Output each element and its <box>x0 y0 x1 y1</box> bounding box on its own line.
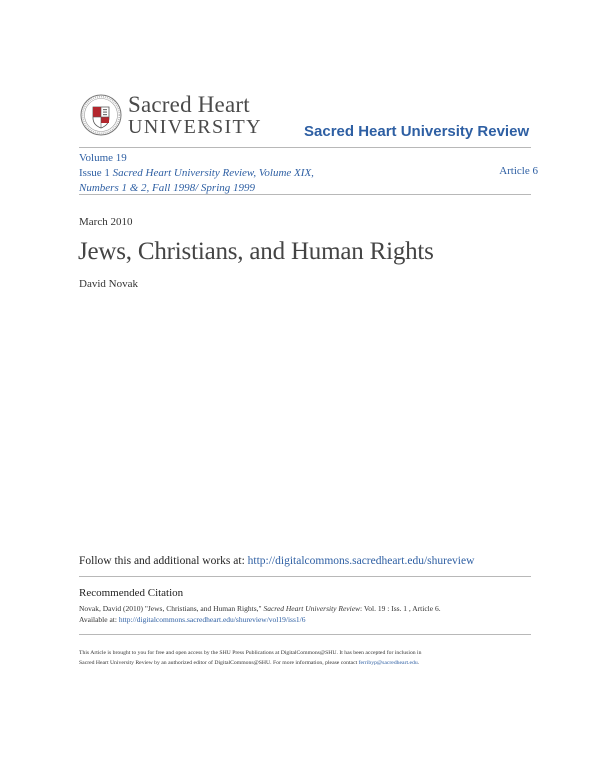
contact-email-link[interactable]: ferribyp@sacredheart.edu <box>358 660 418 666</box>
header-divider <box>79 147 531 148</box>
available-url-link[interactable]: http://digitalcommons.sacredheart.edu/shureview/vol19/iss1/6 <box>118 615 306 624</box>
article-number-link[interactable]: Article 6 <box>499 165 538 177</box>
publication-date: March 2010 <box>79 216 133 228</box>
article-author: David Novak <box>79 278 138 290</box>
university-name-line1: Sacred Heart <box>128 92 250 117</box>
citation-journal: Sacred Heart University Review <box>263 604 361 613</box>
citation-plain: Novak, David (2010) "Jews, Christians, and Human Rights," <box>79 604 264 613</box>
issue-info <box>79 151 314 196</box>
university-name-line2: UNIVERSITY <box>128 116 262 138</box>
issue-link[interactable] <box>79 166 314 181</box>
available-label: Available at: <box>79 615 119 624</box>
access-notice <box>79 648 531 668</box>
recommended-citation-heading: Recommended Citation <box>79 587 184 599</box>
citation-rest: : Vol. 19 : Iss. 1 , Article 6. <box>360 604 441 613</box>
access-notice-line2: Sacred Heart University Review by an authorized editor of DigitalCommons@SHU. For more information, please contact <box>79 660 359 666</box>
follow-url-link[interactable]: http://digitalcommons.sacredheart.edu/shureview <box>247 555 475 567</box>
citation-divider <box>79 634 531 635</box>
follow-line <box>79 555 474 567</box>
journal-title[interactable]: Sacred Heart University Review <box>304 123 530 140</box>
article-title: Jews, Christians, and Human Rights <box>78 238 434 265</box>
university-seal-icon <box>80 94 122 136</box>
issue-title-line2[interactable]: Numbers 1 & 2, Fall 1998/ Spring 1999 <box>79 182 256 194</box>
issue-prefix: Issue 1 <box>79 167 113 179</box>
follow-divider <box>79 576 531 577</box>
citation-text <box>79 603 531 625</box>
access-notice-line1: This Article is brought to you for free and open access by the SHU Press Publications at DigitalCommons@SHU. It has been accepted for inclusion in <box>79 650 422 656</box>
follow-label: Follow this and additional works at: <box>79 555 248 567</box>
access-notice-end: . <box>417 660 420 666</box>
issue-divider <box>79 194 531 195</box>
volume-link[interactable]: Volume 19 <box>79 152 127 164</box>
issue-title: Sacred Heart University Review, Volume XIX, <box>112 167 314 179</box>
